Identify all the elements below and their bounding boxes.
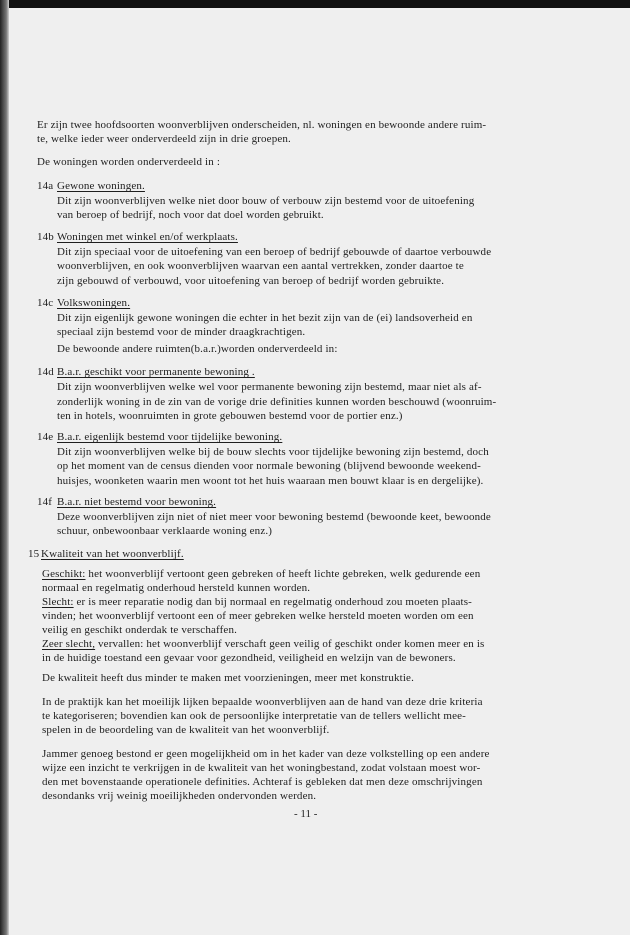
paragraph-line: De kwaliteit heeft dus minder te maken met voorzieningen, meer met konstruktie. (42, 672, 414, 684)
paragraph-line: te kategoriseren; bovendien kan ook de persoonlijke interpretatie van de tellers wellicht mee- (42, 710, 466, 722)
paragraph-line: van beroep of bedrijf, noch voor dat doel worden gebruikt. (57, 209, 324, 221)
paragraph-line: Dit zijn woonverblijven welke bij de bouw slechts voor tijdelijke bewoning zijn bestemd, doch (57, 446, 489, 458)
term-definition: vervallen: het woonverblijf verschaft geen veilig of geschikt onder komen meer en is (95, 638, 485, 650)
section-number: 14d (37, 366, 54, 378)
paragraph-line (42, 596, 472, 609)
paragraph-line (42, 568, 480, 581)
paragraph-line: De woningen worden onderverdeeld in : (37, 156, 221, 168)
section-number: 15 (28, 548, 40, 560)
term-definition: het woonverblijf vertoont geen gebreken of heeft lichte gebreken, welk gedurende een (85, 568, 481, 580)
term-label: Geschikt: (42, 568, 86, 580)
paragraph-line: Dit zijn speciaal voor de uitoefening van een beroep of bedrijf gebouwde of daartoe verbouwde (57, 246, 492, 258)
section-heading: B.a.r. niet bestemd voor bewoning. (57, 496, 217, 508)
section-number: 14c (37, 297, 54, 309)
paragraph-line: In de praktijk kan het moeilijk lijken bepaalde woonverblijven aan de hand van deze drie kriteria (42, 696, 483, 708)
page-number: - 11 - (294, 808, 318, 820)
section-heading: Woningen met winkel en/of werkplaats. (57, 231, 238, 243)
paragraph-line: ten in hotels, woonruimten in grote gebouwen bestemd voor de portier enz.) (57, 410, 403, 422)
paragraph-line: Deze woonverblijven zijn niet of niet meer voor bewoning bestemd (bewoonde keet, bewoonde (57, 511, 491, 523)
scan-left-edge (0, 0, 9, 935)
paragraph-line: veilig en geschikt onderdak te verschaffen. (42, 624, 238, 636)
paragraph-line: te, welke ieder weer onderverdeeld zijn in drie groepen. (37, 133, 291, 145)
paragraph-line: woonverblijven, en ook woonverblijven waarvan een aantal vertrekken, zonder daartoe te (57, 260, 464, 272)
section-number: 14f (37, 496, 53, 508)
section-number: 14b (37, 231, 54, 243)
paragraph-line: speciaal zijn bestemd voor de minder draagkrachtigen. (57, 326, 306, 338)
paragraph-line: spelen in de beoordeling van de kwaliteit van het woonverblijf. (42, 724, 330, 736)
paragraph-line: op het moment van de census dienden voor normale bewoning (blijvend bewoonde weekend- (57, 460, 481, 472)
section-heading: B.a.r. eigenlijk bestemd voor tijdelijke bewoning. (57, 431, 283, 443)
paragraph-line: De bewoonde andere ruimten(b.a.r.)worden onderverdeeld in: (57, 343, 338, 355)
paragraph-line: vinden; het woonverblijf vertoont een of meer gebreken welke hersteld moeten worden om een (42, 610, 474, 622)
paragraph-line: Dit zijn woonverblijven welke niet door bouw of verbouw zijn bestemd voor de uitoefening (57, 195, 475, 207)
section-number: 14a (37, 180, 54, 192)
paragraph-line: zijn gebouwd of verbouwd, voor uitoefening van beroep of bedrijf worden gebruikte. (57, 275, 445, 287)
paragraph-line: normaal en regelmatig onderhoud hersteld kunnen worden. (42, 582, 311, 594)
term-label: Slecht: (42, 596, 74, 608)
paragraph-line: Jammer genoeg bestond er geen mogelijkheid om in het kader van deze volkstelling op een andere (42, 748, 490, 760)
section-number: 14e (37, 431, 54, 443)
paragraph-line: in de huidige toestand een gevaar voor gezondheid, veiligheid en welzijn van de bewoners. (42, 652, 456, 664)
paragraph-line: den met bovenstaande operationele definities. Achteraf is gebleken dat men deze omschrijvingen (42, 776, 483, 788)
term-label: Zeer slecht, (42, 638, 96, 650)
paragraph-line: wijze een inzicht te verkrijgen in de kwaliteit van het woningbestand, zodat volstaan moest wor- (42, 762, 481, 774)
paragraph-line: Dit zijn woonverblijven welke wel voor permanente bewoning zijn bestemd, maar niet als af- (57, 381, 482, 393)
paragraph-line: desondanks vrij weinig moeilijkheden ondervonden werden. (42, 790, 317, 802)
section-heading: Gewone woningen. (57, 180, 145, 192)
paragraph-line: Dit zijn eigenlijk gewone woningen die echter in het bezit zijn van de (ei) landsoverheid en (57, 312, 473, 324)
paragraph-line: schuur, onbewoonbaar verklaarde woning enz.) (57, 525, 273, 537)
paragraph-line: huisjes, woonketen waarin men woont tot het huis waaraan men bouwt klaar is en dergelijke). (57, 475, 484, 487)
term-definition: er is meer reparatie nodig dan bij normaal en regelmatig onderhoud zou moeten plaats- (73, 596, 472, 608)
section-heading: Volkswoningen. (57, 297, 131, 309)
section-heading: Kwaliteit van het woonverblijf. (41, 548, 184, 560)
scan-top-edge (0, 0, 630, 8)
section-heading: B.a.r. geschikt voor permanente bewoning . (57, 366, 255, 378)
paragraph-line: zonderlijk woning in de zin van de vorige drie definities kunnen worden beschouwd (woonruim- (57, 396, 497, 408)
paragraph-line: Er zijn twee hoofdsoorten woonverblijven onderscheiden, nl. woningen en bewoonde andere ruim- (37, 119, 487, 131)
paragraph-line (42, 638, 484, 651)
